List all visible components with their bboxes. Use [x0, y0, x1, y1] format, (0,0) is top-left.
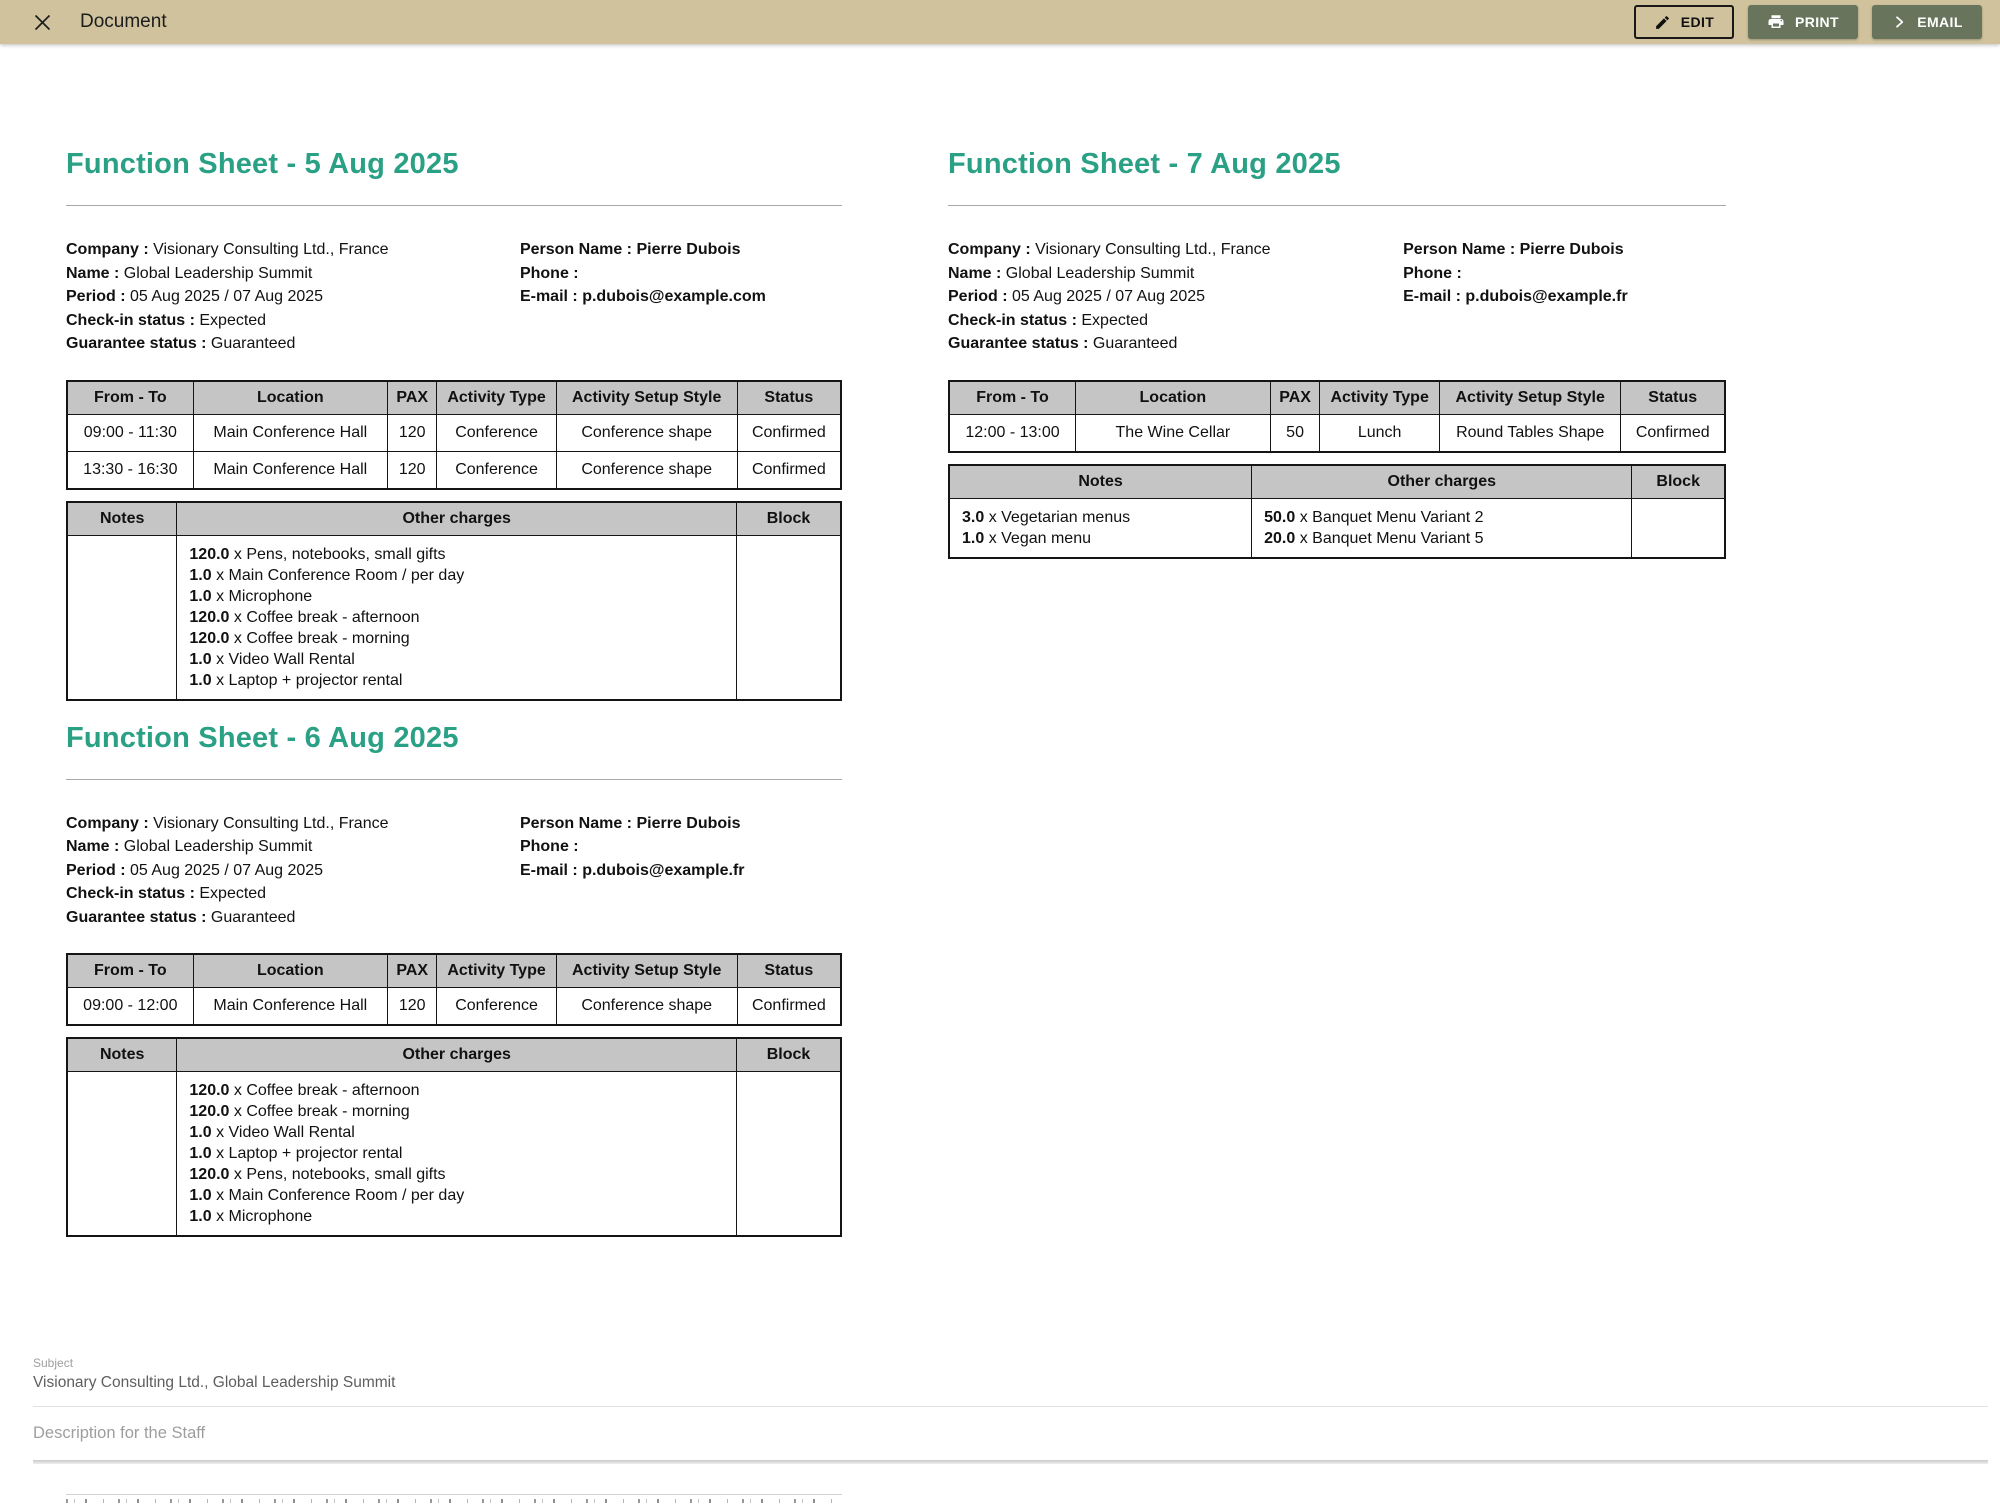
- info-row: Company : Visionary Consulting Ltd., France: [66, 241, 389, 258]
- title-divider: [948, 205, 1726, 206]
- document-column-right: [948, 147, 1726, 559]
- subject-underline: [33, 1406, 1988, 1407]
- table-header-row: [67, 1038, 841, 1072]
- column-header: From - To: [67, 381, 193, 415]
- charge-line: 120.0 x Coffee break - morning: [189, 1103, 410, 1120]
- charge-line: 1.0 x Laptop + projector rental: [189, 671, 403, 689]
- column-header: Notes: [949, 465, 1252, 499]
- table-header-row: [949, 381, 1725, 415]
- title-divider: [66, 779, 842, 780]
- charge-line: 120.0 x Coffee break - afternoon: [189, 608, 420, 626]
- charge-line: 120.0 x Pens, notebooks, small gifts: [189, 1166, 446, 1183]
- column-header: Activity Setup Style: [556, 381, 737, 415]
- chevron-right-icon: [1891, 14, 1907, 30]
- table-header-row: [949, 465, 1725, 499]
- other-charges-cell: [1252, 498, 1632, 558]
- activity-row: 12:00 - 13:00 The Wine Cellar 50 Lunch Round Tables Shape Confirmed: [949, 414, 1725, 452]
- charge-line: 50.0 x Banquet Menu Variant 2: [1264, 508, 1484, 526]
- column-header: Location: [193, 954, 387, 988]
- activities-table: [66, 953, 842, 1026]
- next-page-preview: [66, 1494, 842, 1503]
- block-cell: [737, 1072, 842, 1237]
- column-header: Activity Setup Style: [1439, 381, 1621, 415]
- charges-table: [66, 1037, 842, 1237]
- titlebar: [0, 0, 2000, 44]
- charge-line: 1.0 x Video Wall Rental: [189, 650, 355, 668]
- document-column-left: [66, 147, 842, 1237]
- column-header: PAX: [1270, 381, 1320, 415]
- block-cell: [737, 535, 842, 700]
- column-header: Other charges: [177, 1038, 737, 1072]
- activities-table: [948, 380, 1726, 453]
- info-row: Guarantee status : Guaranteed: [66, 335, 296, 352]
- column-header: Block: [737, 502, 842, 536]
- column-header: Status: [1621, 381, 1725, 415]
- info-row: Name : Global Leadership Summit: [66, 264, 313, 282]
- info-row: Phone :: [519, 838, 579, 855]
- function-sheet: [66, 721, 842, 1238]
- column-header: Block: [737, 1038, 842, 1072]
- column-header: PAX: [387, 954, 437, 988]
- charge-line: 1.0 x Laptop + projector rental: [189, 1145, 403, 1162]
- other-charges-cell: [177, 535, 737, 700]
- subject-field[interactable]: Visionary Consulting Ltd., Global Leadership Summit: [33, 1374, 396, 1391]
- column-header: Block: [1632, 465, 1725, 499]
- info-row: Company : Visionary Consulting Ltd., France: [948, 241, 1271, 258]
- edit-button-label: EDIT: [1680, 14, 1715, 30]
- column-header: Status: [737, 954, 841, 988]
- column-header: From - To: [67, 954, 193, 988]
- printer-icon: [1767, 13, 1785, 31]
- info-row: Period : 05 Aug 2025 / 07 Aug 2025: [66, 861, 324, 879]
- column-header: Notes: [67, 1038, 177, 1072]
- charge-line: 1.0 x Vegan menu: [962, 529, 1091, 547]
- function-sheet: [948, 147, 1726, 559]
- column-header: PAX: [387, 381, 437, 415]
- info-row: Check-in status : Expected: [66, 311, 267, 329]
- subject-label: Subject: [33, 1356, 74, 1370]
- activities-table: [66, 380, 842, 490]
- notes-cell: [67, 1072, 177, 1237]
- column-header: From - To: [949, 381, 1075, 415]
- sheet-title: Function Sheet - 5 Aug 2025: [66, 148, 459, 180]
- charges-body-row: [67, 535, 841, 700]
- activity-row: 09:00 - 11:30 Main Conference Hall 120 Conference Conference shape Confirmed: [67, 414, 841, 451]
- table-header-row: [67, 381, 841, 415]
- activity-row: 13:30 - 16:30 Main Conference Hall 120 Conference Conference shape Confirmed: [67, 451, 841, 489]
- charge-line: 1.0 x Microphone: [189, 587, 313, 605]
- charge-line: 20.0 x Banquet Menu Variant 5: [1264, 529, 1484, 547]
- info-row: Guarantee status : Guaranteed: [66, 908, 296, 926]
- notes-cell: [67, 535, 177, 700]
- table-header-row: [67, 502, 841, 536]
- info-row: Name : Global Leadership Summit: [66, 838, 313, 855]
- charges-table: [948, 464, 1726, 559]
- charge-line: 1.0 x Video Wall Rental: [189, 1124, 355, 1141]
- column-header: Other charges: [1252, 465, 1632, 499]
- info-row: Person Name : Pierre Dubois: [1403, 241, 1624, 258]
- toolbar-actions: [1634, 5, 1982, 39]
- charges-table: [66, 501, 842, 701]
- edit-button[interactable]: [1634, 5, 1734, 39]
- column-header: Activity Type: [1320, 381, 1440, 415]
- charge-line: 1.0 x Main Conference Room / per day: [189, 1187, 465, 1204]
- charge-line: 120.0 x Coffee break - morning: [189, 629, 410, 647]
- info-row: E-mail : p.dubois@example.fr: [519, 861, 745, 879]
- info-row: E-mail : p.dubois@example.fr: [1403, 288, 1628, 305]
- info-row: Phone :: [519, 264, 579, 282]
- info-row: Check-in status : Expected: [948, 311, 1149, 329]
- charge-line: 120.0 x Pens, notebooks, small gifts: [189, 545, 446, 563]
- sheet-title: Function Sheet - 7 Aug 2025: [948, 148, 1341, 180]
- column-header: Other charges: [177, 502, 737, 536]
- title-divider: [66, 205, 842, 206]
- block-cell: [1632, 498, 1725, 558]
- info-row: Period : 05 Aug 2025 / 07 Aug 2025: [66, 288, 324, 305]
- info-row: Guarantee status : Guaranteed: [948, 335, 1178, 352]
- other-charges-cell: [177, 1072, 737, 1237]
- charges-body-row: [67, 1072, 841, 1237]
- booking-info: [66, 812, 842, 930]
- column-header: Activity Type: [437, 381, 556, 415]
- print-button[interactable]: [1748, 5, 1858, 39]
- column-header: Location: [193, 381, 387, 415]
- booking-info: [948, 238, 1726, 356]
- staff-description-field[interactable]: Description for the Staff: [33, 1424, 206, 1442]
- info-row: Person Name : Pierre Dubois: [519, 814, 741, 832]
- charge-line: 1.0 x Main Conference Room / per day: [189, 566, 465, 584]
- charges-body-row: [949, 498, 1725, 558]
- print-button-label: PRINT: [1795, 14, 1839, 30]
- column-header: Status: [737, 381, 841, 415]
- description-underline: [33, 1460, 1988, 1464]
- charge-line: 120.0 x Coffee break - afternoon: [189, 1082, 420, 1099]
- charge-line: 3.0 x Vegetarian menus: [962, 508, 1131, 526]
- pencil-icon: [1654, 14, 1671, 31]
- email-button-label: EMAIL: [1917, 14, 1963, 30]
- info-row: E-mail : p.dubois@example.com: [519, 288, 766, 305]
- info-row: Person Name : Pierre Dubois: [519, 241, 741, 258]
- notes-cell: [949, 498, 1252, 558]
- email-button[interactable]: [1872, 5, 1982, 39]
- sheet-title: Function Sheet - 6 Aug 2025: [66, 721, 459, 754]
- column-header: Notes: [67, 502, 177, 536]
- close-icon[interactable]: [28, 8, 56, 36]
- info-row: Period : 05 Aug 2025 / 07 Aug 2025: [948, 288, 1206, 305]
- info-row: Name : Global Leadership Summit: [948, 264, 1195, 282]
- info-row: Company : Visionary Consulting Ltd., France: [66, 814, 389, 832]
- info-row: Phone :: [1403, 264, 1462, 282]
- column-header: Activity Type: [437, 954, 556, 988]
- page-title: Document: [80, 11, 167, 32]
- booking-info: [66, 238, 842, 356]
- table-header-row: [67, 954, 841, 988]
- column-header: Location: [1075, 381, 1270, 415]
- function-sheet: [66, 147, 842, 701]
- info-row: Check-in status : Expected: [66, 885, 267, 902]
- activity-row: 09:00 - 12:00 Main Conference Hall 120 Conference Conference shape Confirmed: [67, 988, 841, 1026]
- column-header: Activity Setup Style: [556, 954, 737, 988]
- charge-line: 1.0 x Microphone: [189, 1208, 313, 1225]
